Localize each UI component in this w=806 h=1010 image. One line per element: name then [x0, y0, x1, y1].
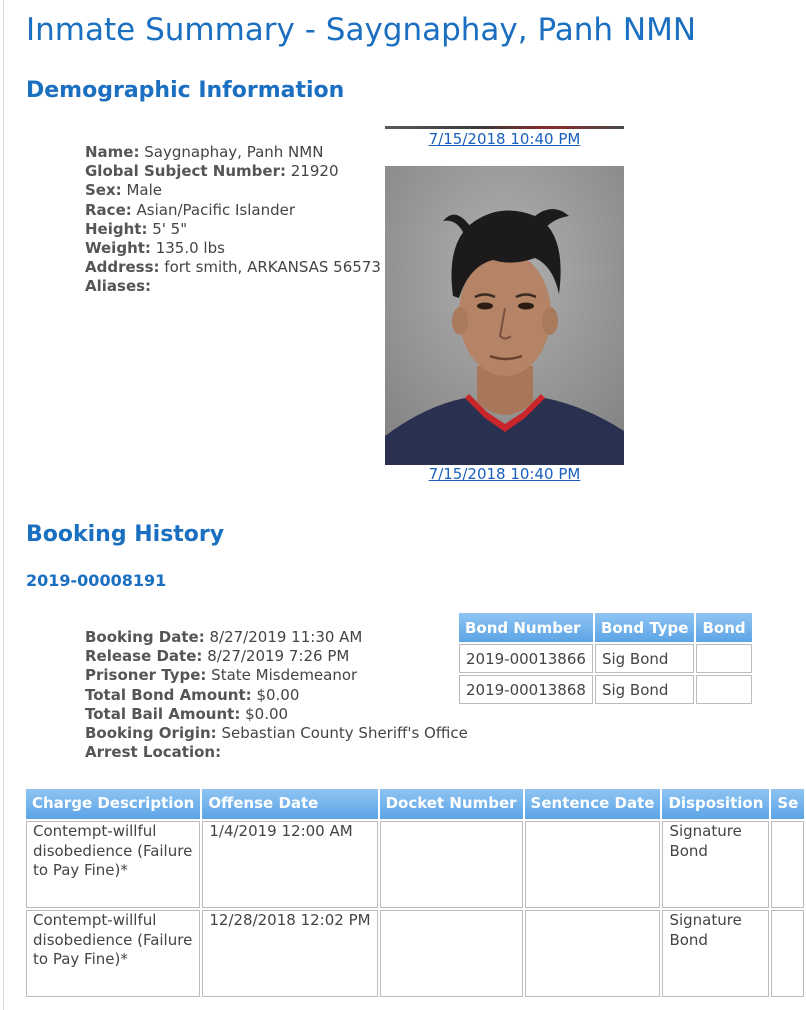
release-date-field: Release Date: 8/27/2019 7:26 PM [85, 647, 350, 666]
bond-table-header [459, 613, 752, 642]
docket-number-header: Docket Number [380, 789, 523, 819]
bond-cell [696, 675, 751, 704]
photo-date-link-top[interactable]: 7/15/2018 10:40 PM [428, 130, 581, 148]
booking-origin-field: Booking Origin: Sebastian County Sheriff's Office [85, 723, 468, 742]
bond-number-cell: 2019-00013868 [459, 675, 593, 704]
sentence-date-cell [525, 821, 661, 908]
charge-table [24, 787, 806, 999]
disposition-cell: Signature Bond [662, 821, 769, 908]
docket-number-cell [380, 821, 523, 908]
total-bond-amount-field: Total Bond Amount: $0.00 [85, 685, 300, 704]
table-row [459, 644, 752, 673]
table-row [459, 675, 752, 704]
docket-number-cell [380, 910, 523, 997]
address-field: Address: fort smith, ARKANSAS 56573 [85, 258, 381, 277]
booking-info [85, 628, 468, 762]
page-title: Inmate Summary - Saygnaphay, Panh NMN [26, 12, 697, 48]
weight-field: Weight: 135.0 lbs [85, 238, 225, 257]
charge-description-header: Charge Description [26, 789, 200, 819]
sentence-cell [771, 821, 804, 908]
total-bail-amount-field: Total Bail Amount: $0.00 [85, 704, 289, 723]
sentence-date-header: Sentence Date [525, 789, 661, 819]
offense-date-cell: 1/4/2019 12:00 AM [202, 821, 377, 908]
charge-description-cell: Contempt-willful disobedience (Failure to Pay Fine)* [26, 821, 200, 908]
bond-type-cell: Sig Bond [595, 675, 695, 704]
sentence-header: Se [771, 789, 804, 819]
disposition-header: Disposition [662, 789, 769, 819]
prisoner-type-field: Prisoner Type: State Misdemeanor [85, 666, 358, 685]
table-row [26, 910, 804, 997]
offense-date-cell: 12/28/2018 12:02 PM [202, 910, 377, 997]
aliases-field: Aliases: [85, 277, 152, 296]
disposition-cell: Signature Bond [662, 910, 769, 997]
height-field: Height: 5' 5" [85, 219, 188, 238]
bond-header: Bond [696, 613, 751, 642]
sentence-cell [771, 910, 804, 997]
photo-date-link-bottom[interactable]: 7/15/2018 10:40 PM [428, 465, 581, 483]
bond-table [457, 611, 754, 706]
race-field: Race: Asian/Pacific Islander [85, 200, 295, 219]
booking-date-field: Booking Date: 8/27/2019 11:30 AM [85, 628, 363, 646]
sentence-date-cell [525, 910, 661, 997]
global-subject-number-field: Global Subject Number: 21920 [85, 162, 339, 181]
booking-history-heading: Booking History [26, 522, 225, 547]
demographic-heading: Demographic Information [26, 78, 345, 103]
offense-date-header: Offense Date [202, 789, 377, 819]
sex-field: Sex: Male [85, 181, 162, 200]
booking-number: 2019-00008191 [26, 571, 167, 590]
bond-type-cell: Sig Bond [595, 644, 695, 673]
inmate-photo [385, 166, 624, 465]
charge-table-header [26, 789, 804, 819]
bond-number-header: Bond Number [459, 613, 593, 642]
bond-number-cell: 2019-00013866 [459, 644, 593, 673]
bond-type-header: Bond Type [595, 613, 695, 642]
page-left-border [3, 0, 4, 1010]
bond-cell [696, 644, 751, 673]
previous-photo-thumbnail[interactable] [385, 126, 624, 129]
inmate-portrait-image [385, 166, 624, 465]
arrest-location-field: Arrest Location: [85, 743, 222, 762]
table-row [26, 821, 804, 908]
demographic-info [85, 143, 381, 297]
name-field: Name: Saygnaphay, Panh NMN [85, 143, 324, 161]
charge-description-cell: Contempt-willful disobedience (Failure to Pay Fine)* [26, 910, 200, 997]
